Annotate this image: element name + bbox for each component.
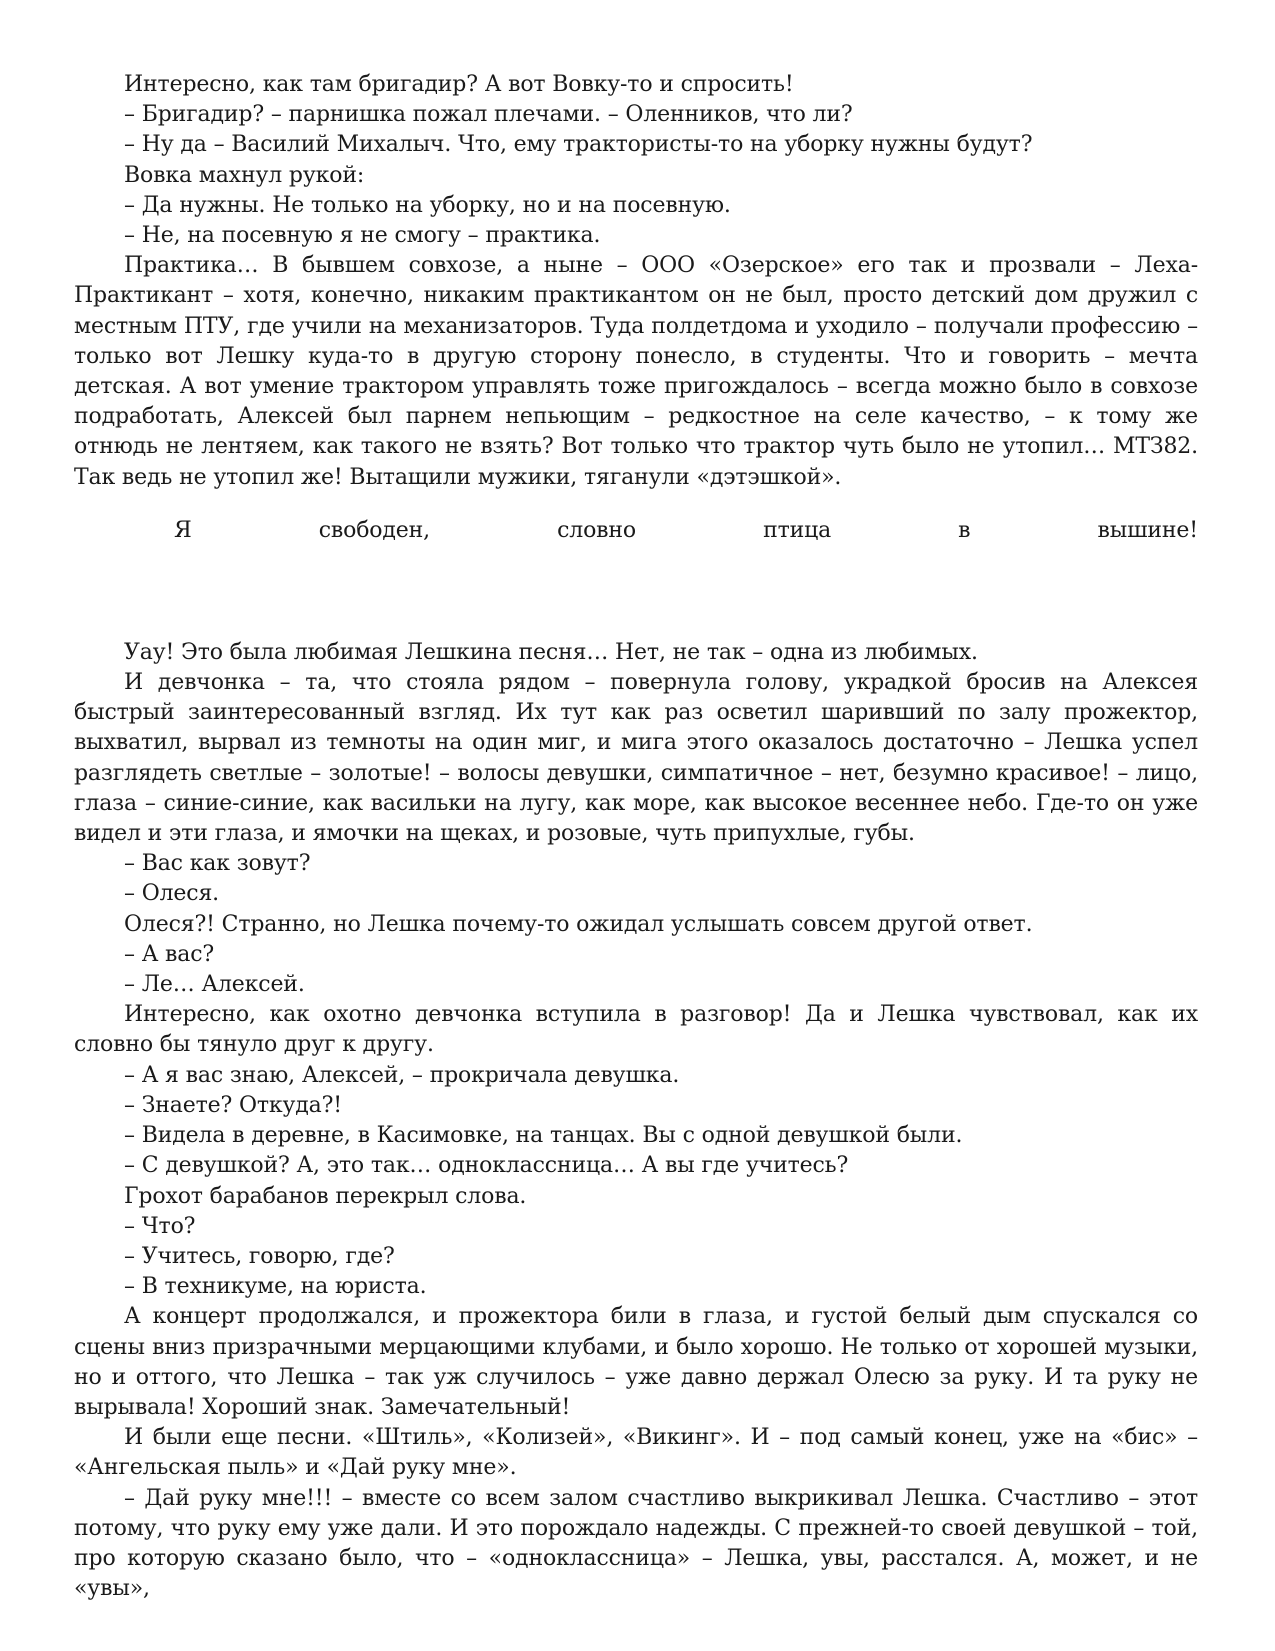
- paragraph: Интересно, как охотно девчонка вступила в разговор! Да и Лешка чувствовал, как их словно бы тянуло друг к другу.: [74, 1002, 1198, 1058]
- dialogue-line: – Ле… Алексей.: [124, 972, 305, 998]
- text-line: Вовка махнул рукой:: [124, 162, 365, 188]
- dialogue-line: – Знаете? Откуда?!: [124, 1092, 342, 1118]
- text-line: Интересно, как там бригадир? А вот Вовку-то и спросить!: [124, 72, 794, 97]
- dialogue-line: – Бригадир? – парнишка пожал плечами. – Оленников, что ли?: [124, 102, 853, 128]
- verse-word: вышине!: [1097, 517, 1198, 543]
- dialogue-line: – Олеся.: [124, 881, 220, 907]
- dialogue-line: – А я вас знаю, Алексей, – прокричала девушка.: [124, 1062, 680, 1088]
- dialogue-line: – Вас как зовут?: [124, 851, 311, 877]
- dialogue-line: – С девушкой? А, это так… одноклассница… А вы где учитесь?: [124, 1153, 849, 1179]
- paragraph: И девчонка – та, что стояла рядом – повернула голову, украдкой бросив на Алексея быстрый заинтересованный взгляд. Их тут как раз осветил шаривший по залу прожектор, выхватил, вырвал из темноты на один миг, и мига этого оказалось достаточно – Лешка успел разглядеть светлые – золотые! – волосы девушки, симпатичное – нет, безумно красивое! – лицо, глаза – синие-синие, как васильки на лугу, как море, как высокое весеннее небо. Где-то он уже видел и эти глаза, и ямочки на щеках, и розовые, чуть припухлые, губы.: [74, 670, 1198, 847]
- dialogue-line: – Видела в деревне, в Касимовке, на танцах. Вы с одной девушкой были.: [124, 1123, 963, 1149]
- paragraph: – Дай руку мне!!! – вместе со всем залом счастливо выкрикивал Лешка. Счастливо – этот потому, что руку ему уже дали. И это порождало надежды. С прежней-то своей девушкой – той, про которую сказано было, что – «одноклассница» – Лешка, увы, расстался. А, может, и не «увы»,: [74, 1485, 1198, 1602]
- dialogue-line: – Что?: [124, 1213, 196, 1239]
- dialogue-line: – Ну да – Василий Михалыч. Что, ему трактористы-то на уборку нужны будут?: [124, 132, 1033, 158]
- dialogue-line: – Не, на посевную я не смогу – практика.: [124, 223, 601, 249]
- paragraph: Уау! Это была любимая Лешкина песня… Нет, не так – одна из любимых.: [124, 639, 978, 665]
- verse-word: в: [958, 517, 971, 543]
- paragraph: И были еще песни. «Штиль», «Колизей», «Викинг». И – под самый конец, уже на «бис» – «Ангельская пыль» и «Дай руку мне».: [74, 1425, 1198, 1481]
- verse-word: свободен,: [318, 517, 431, 543]
- verse-word: птица: [763, 517, 832, 543]
- verse-word: словно: [557, 517, 637, 543]
- verse-word: Я: [174, 517, 192, 543]
- dialogue-line: – А вас?: [124, 941, 215, 967]
- text-line: Грохот барабанов перекрыл слова.: [124, 1183, 527, 1209]
- dialogue-line: – Да нужны. Не только на уборку, но и на посевную.: [124, 192, 731, 218]
- book-page: [74, 70, 1198, 1604]
- paragraph: А концерт продолжался, и прожектора били в глаза, и густой белый дым спускался со сцены вниз призрачными мерцающими клубами, и было хорошо. Не только от хорошей музыки, но и оттого, что Лешка – так уж случилось – уже давно держал Олесю за руку. И та руку не вырывала! Хороший знак. Замечательный!: [74, 1304, 1198, 1420]
- song-verse: [174, 516, 1198, 576]
- verse-gap: [74, 576, 1198, 638]
- paragraph-practice: Практика… В бывшем совхозе, а ныне – ООО «Озерское» его так и прозвали – Леха-Практикант – хотя, конечно, никаким практикантом он не был, просто детский дом дружил с местным ПТУ, где учили на механизаторов. Туда полдетдома и уходило – получали профессию – только вот Лешку куда-то в другую сторону понесло, в студенты. Что и говорить – мечта детская. А вот умение трактором управлять тоже пригождалось – всегда можно было в совхозе подработать, Алексей был парнем непьющим – редкостное на селе качество, – к тому же отнюдь не лентяем, как такого не взять? Вот только что трактор чуть было не утопил… МТЗ82. Так ведь не утопил же! Вытащили мужики, тяганули «дэтэшкой».: [74, 253, 1198, 490]
- text-line: Олеся?! Странно, но Лешка почему-то ожидал услышать совсем другой ответ.: [124, 911, 1033, 937]
- dialogue-line: – В техникуме, на юриста.: [124, 1274, 427, 1300]
- dialogue-line: – Учитесь, говорю, где?: [124, 1243, 395, 1269]
